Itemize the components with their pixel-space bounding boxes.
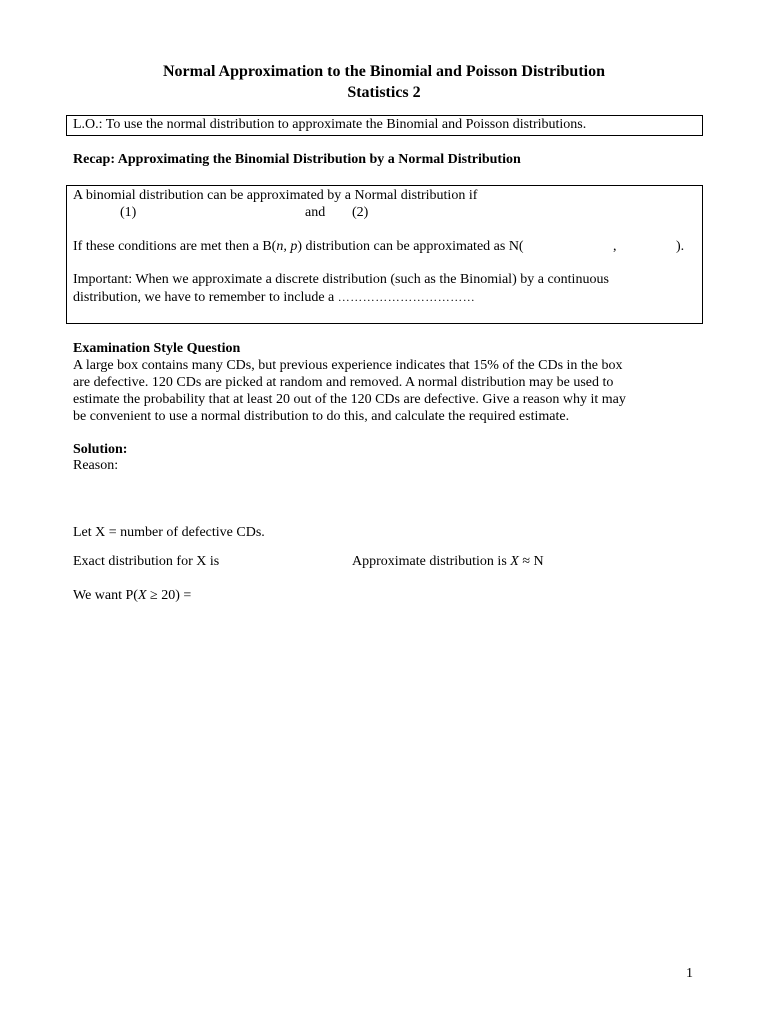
- exam-question-heading: Examination Style Question: [73, 341, 241, 356]
- important-line-2: [73, 290, 475, 306]
- exam-question-line-4: be convenient to use a normal distribution to do this, and calculate the required estimate.: [73, 409, 570, 424]
- recap-line-2-part-a: If these conditions are met then a B(: [73, 239, 277, 254]
- want-part-a: We want P(: [73, 588, 138, 603]
- reason-label: Reason:: [73, 458, 119, 473]
- want-x: X: [137, 588, 147, 603]
- approx-x: X: [510, 554, 519, 569]
- recap-line-1: A binomial distribution can be approximated by a Normal distribution if: [73, 188, 478, 203]
- recap-line-2-np: n, p: [276, 239, 298, 254]
- approximate-distribution-label: [352, 554, 544, 570]
- exam-question-line-3: estimate the probability that at least 20 out of the 120 CDs are defective. Give a reason why it may: [73, 392, 626, 407]
- page-number: 1: [686, 966, 693, 981]
- important-line-2-text: distribution, we have to remember to include a: [73, 290, 335, 305]
- exam-question-line-1: A large box contains many CDs, but previous experience indicates that 15% of the CDs in the box: [73, 358, 623, 373]
- and-label: and: [305, 205, 326, 220]
- approx-part-b: ≈ N: [518, 554, 544, 569]
- recap-line-2-close: ).: [676, 239, 685, 254]
- let-x-definition: Let X = number of defective CDs.: [73, 525, 265, 540]
- exam-question-line-2: are defective. 120 CDs are picked at random and removed. A normal distribution may be used to: [73, 375, 614, 390]
- fill-in-blank-dots: ……………………………: [337, 290, 476, 304]
- recap-box: [66, 185, 703, 324]
- solution-heading: Solution:: [73, 442, 128, 457]
- recap-heading: Recap: Approximating the Binomial Distribution by a Normal Distribution: [73, 152, 521, 167]
- recap-line-2-part-b: ) distribution can be approximated as N(: [297, 239, 524, 254]
- condition-1-label: (1): [120, 205, 137, 220]
- learning-objective-box: [66, 115, 703, 136]
- recap-line-2: [73, 239, 524, 255]
- recap-line-2-comma: ,: [613, 239, 617, 254]
- probability-wanted: [73, 588, 191, 604]
- learning-objective-text: L.O.: To use the normal distribution to approximate the Binomial and Poisson distributions.: [73, 117, 587, 132]
- condition-2-label: (2): [352, 205, 369, 220]
- approx-part-a: Approximate distribution is: [352, 554, 511, 569]
- exact-distribution-label: Exact distribution for X is: [73, 554, 220, 569]
- document-subtitle: Statistics 2: [347, 84, 421, 101]
- document-title: Normal Approximation to the Binomial and Poisson Distribution: [163, 63, 605, 80]
- want-part-b: ≥ 20) =: [146, 588, 192, 603]
- important-line-1: Important: When we approximate a discrete distribution (such as the Binomial) by a continuous: [73, 272, 609, 287]
